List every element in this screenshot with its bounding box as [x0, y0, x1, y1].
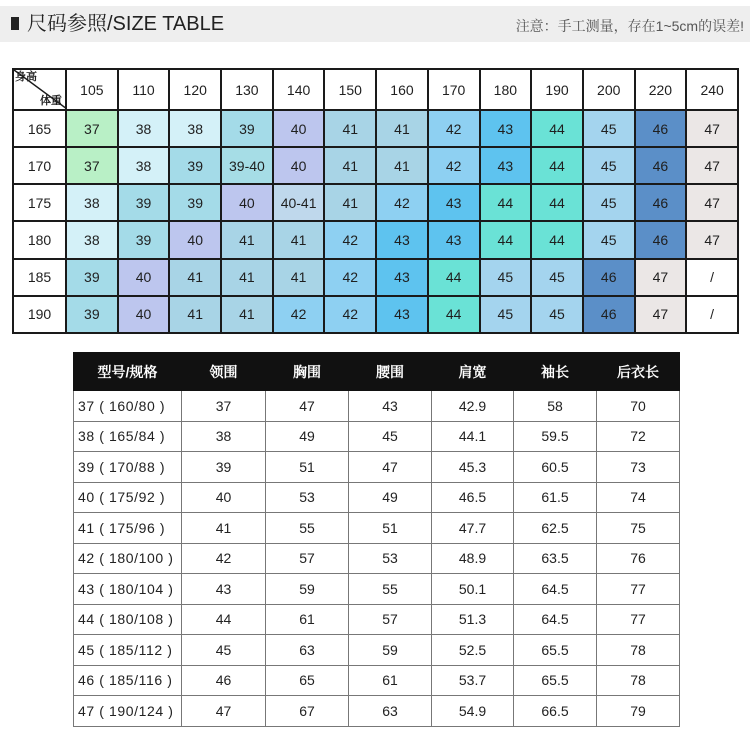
- spec-column-header: 腰围: [349, 353, 432, 391]
- measurement-cell: 53: [266, 482, 349, 513]
- measurement-cell: 50.1: [432, 574, 514, 605]
- height-header-cell: 110: [118, 69, 170, 110]
- measurement-cell: 37: [182, 391, 266, 422]
- spec-column-header: 型号/规格: [74, 353, 182, 391]
- weight-label-cell: 175: [13, 184, 66, 221]
- size-cell: 46: [635, 110, 687, 147]
- height-header-cell: 150: [324, 69, 376, 110]
- size-cell: 45: [583, 110, 635, 147]
- size-cell: 38: [118, 110, 170, 147]
- size-cell: 44: [480, 221, 532, 258]
- weight-row: [13, 259, 738, 296]
- size-cell: 40-41: [273, 184, 325, 221]
- size-cell: 43: [428, 221, 480, 258]
- size-cell: 40: [169, 221, 221, 258]
- spec-row: [74, 513, 680, 544]
- weight-row: [13, 296, 738, 333]
- measurement-cell: 78: [597, 665, 680, 696]
- spec-column-header: 领围: [182, 353, 266, 391]
- size-cell: 37: [66, 110, 118, 147]
- model-spec-cell: 46 ( 185/116 ): [74, 665, 182, 696]
- size-cell: 41: [324, 184, 376, 221]
- size-cell: 45: [583, 221, 635, 258]
- size-cell: 41: [376, 110, 428, 147]
- size-cell: 43: [376, 259, 428, 296]
- weight-row: [13, 184, 738, 221]
- height-header-cell: 170: [428, 69, 480, 110]
- size-cell: 47: [635, 296, 687, 333]
- size-cell: 43: [428, 184, 480, 221]
- spec-header-row: [74, 353, 680, 391]
- spec-row: [74, 482, 680, 513]
- size-cell: /: [686, 296, 738, 333]
- weight-label-cell: 180: [13, 221, 66, 258]
- measurement-cell: 70: [597, 391, 680, 422]
- weight-label-cell: 185: [13, 259, 66, 296]
- measurement-cell: 52.5: [432, 635, 514, 666]
- measurement-cell: 55: [349, 574, 432, 605]
- measurement-cell: 51: [349, 513, 432, 544]
- size-cell: 47: [686, 147, 738, 184]
- spec-row: [74, 452, 680, 483]
- measurement-cell: 66.5: [514, 696, 597, 727]
- size-cell: 39: [118, 184, 170, 221]
- measurement-cell: 55: [266, 513, 349, 544]
- measurement-cell: 39: [182, 452, 266, 483]
- model-spec-cell: 40 ( 175/92 ): [74, 482, 182, 513]
- measurement-cell: 63.5: [514, 543, 597, 574]
- spec-table: [73, 352, 680, 727]
- measurement-cell: 43: [182, 574, 266, 605]
- measurement-cell: 60.5: [514, 452, 597, 483]
- measurement-cell: 47.7: [432, 513, 514, 544]
- weight-row: [13, 147, 738, 184]
- weight-axis-label: 体重: [40, 95, 62, 107]
- size-cell: 39: [221, 110, 273, 147]
- size-cell: 41: [273, 259, 325, 296]
- size-cell: 39: [66, 296, 118, 333]
- size-cell: 39: [169, 184, 221, 221]
- spec-row: [74, 543, 680, 574]
- measurement-cell: 54.9: [432, 696, 514, 727]
- measurement-cell: 47: [266, 391, 349, 422]
- weight-label-cell: 190: [13, 296, 66, 333]
- measurement-cell: 77: [597, 574, 680, 605]
- size-cell: 40: [273, 110, 325, 147]
- size-cell: 45: [480, 259, 532, 296]
- measurement-cell: 43: [349, 391, 432, 422]
- measurement-cell: 63: [349, 696, 432, 727]
- weight-label-cell: 165: [13, 110, 66, 147]
- measurement-cell: 67: [266, 696, 349, 727]
- height-header-cell: 160: [376, 69, 428, 110]
- height-axis-label: 身高: [15, 71, 37, 83]
- size-cell: 41: [324, 147, 376, 184]
- measurement-cell: 59: [349, 635, 432, 666]
- page-title: 尺码参照/SIZE TABLE: [27, 13, 225, 35]
- size-cell: 42: [324, 296, 376, 333]
- height-header-cell: 180: [480, 69, 532, 110]
- measurement-cell: 63: [266, 635, 349, 666]
- weight-label-cell: 170: [13, 147, 66, 184]
- size-cell: 46: [635, 184, 687, 221]
- spec-row: [74, 635, 680, 666]
- measurement-cell: 74: [597, 482, 680, 513]
- size-cell: 41: [273, 221, 325, 258]
- spec-column-header: 胸围: [266, 353, 349, 391]
- size-cell: 39: [118, 221, 170, 258]
- size-grid: [12, 68, 739, 334]
- size-cell: 38: [66, 221, 118, 258]
- size-cell: 44: [428, 259, 480, 296]
- measurement-cell: 51: [266, 452, 349, 483]
- size-cell: 43: [376, 221, 428, 258]
- measurement-cell: 61: [266, 604, 349, 635]
- spec-row: [74, 421, 680, 452]
- size-cell: 45: [531, 296, 583, 333]
- size-cell: 41: [221, 296, 273, 333]
- height-header-cell: 140: [273, 69, 325, 110]
- measurement-cell: 79: [597, 696, 680, 727]
- size-grid-table: [12, 68, 739, 334]
- size-cell: 42: [428, 110, 480, 147]
- measurement-cell: 46: [182, 665, 266, 696]
- size-cell: 40: [118, 259, 170, 296]
- size-cell: 42: [428, 147, 480, 184]
- measurement-cell: 49: [266, 421, 349, 452]
- size-cell: 46: [635, 221, 687, 258]
- header-bar: [0, 6, 750, 42]
- measurement-cell: 42: [182, 543, 266, 574]
- model-spec-cell: 42 ( 180/100 ): [74, 543, 182, 574]
- size-cell: 42: [324, 221, 376, 258]
- size-cell: 40: [118, 296, 170, 333]
- measurement-cell: 65.5: [514, 635, 597, 666]
- measurement-cell: 58: [514, 391, 597, 422]
- size-cell: 44: [428, 296, 480, 333]
- size-cell: 43: [376, 296, 428, 333]
- measurement-cell: 44.1: [432, 421, 514, 452]
- size-cell: 44: [531, 147, 583, 184]
- spec-column-header: 后衣长: [597, 353, 680, 391]
- model-spec-cell: 44 ( 180/108 ): [74, 604, 182, 635]
- size-cell: 39-40: [221, 147, 273, 184]
- spec-row: [74, 604, 680, 635]
- size-cell: 45: [480, 296, 532, 333]
- measurement-cell: 47: [182, 696, 266, 727]
- size-cell: 47: [686, 221, 738, 258]
- measurement-cell: 78: [597, 635, 680, 666]
- model-spec-cell: 41 ( 175/96 ): [74, 513, 182, 544]
- size-cell: 40: [273, 147, 325, 184]
- spec-row: [74, 665, 680, 696]
- spec-row: [74, 391, 680, 422]
- measurement-cell: 77: [597, 604, 680, 635]
- size-cell: 39: [66, 259, 118, 296]
- size-cell: 47: [686, 184, 738, 221]
- size-cell: 38: [66, 184, 118, 221]
- measurement-cell: 57: [349, 604, 432, 635]
- size-cell: 41: [324, 110, 376, 147]
- size-cell: 38: [118, 147, 170, 184]
- size-cell: 41: [221, 259, 273, 296]
- measurement-cell: 46.5: [432, 482, 514, 513]
- measurement-cell: 53.7: [432, 665, 514, 696]
- size-cell: 43: [480, 110, 532, 147]
- size-cell: 38: [169, 110, 221, 147]
- model-spec-cell: 37 ( 160/80 ): [74, 391, 182, 422]
- size-cell: 46: [583, 259, 635, 296]
- size-cell: 41: [376, 147, 428, 184]
- size-cell: 41: [221, 221, 273, 258]
- model-spec-cell: 45 ( 185/112 ): [74, 635, 182, 666]
- measurement-cell: 64.5: [514, 604, 597, 635]
- measurement-cell: 59: [266, 574, 349, 605]
- size-cell: 44: [531, 110, 583, 147]
- height-header-cell: 105: [66, 69, 118, 110]
- size-cell: 42: [324, 259, 376, 296]
- measurement-cell: 61.5: [514, 482, 597, 513]
- height-header-cell: 130: [221, 69, 273, 110]
- weight-row: [13, 221, 738, 258]
- model-spec-cell: 47 ( 190/124 ): [74, 696, 182, 727]
- model-spec-cell: 39 ( 170/88 ): [74, 452, 182, 483]
- measurement-cell: 48.9: [432, 543, 514, 574]
- measurement-cell: 41: [182, 513, 266, 544]
- height-header-cell: 190: [531, 69, 583, 110]
- measurement-cell: 64.5: [514, 574, 597, 605]
- measurement-cell: 45: [182, 635, 266, 666]
- measurement-cell: 61: [349, 665, 432, 696]
- square-bullet-icon: [11, 17, 19, 30]
- size-cell: 47: [686, 110, 738, 147]
- spec-row: [74, 696, 680, 727]
- spec-column-header: 袖长: [514, 353, 597, 391]
- measurement-cell: 72: [597, 421, 680, 452]
- measurement-cell: 76: [597, 543, 680, 574]
- spec-column-header: 肩宽: [432, 353, 514, 391]
- size-cell: 44: [531, 221, 583, 258]
- height-header-cell: 220: [635, 69, 687, 110]
- size-cell: 41: [169, 259, 221, 296]
- size-cell: 42: [273, 296, 325, 333]
- height-header-row: [13, 69, 738, 110]
- grid-corner-cell: [13, 69, 66, 110]
- measurement-cell: 40: [182, 482, 266, 513]
- measurement-cell: 73: [597, 452, 680, 483]
- measurement-cell: 44: [182, 604, 266, 635]
- size-cell: 45: [583, 184, 635, 221]
- size-cell: 45: [531, 259, 583, 296]
- measurement-cell: 38: [182, 421, 266, 452]
- measurement-cell: 75: [597, 513, 680, 544]
- size-cell: 47: [635, 259, 687, 296]
- size-cell: 46: [635, 147, 687, 184]
- size-cell: 46: [583, 296, 635, 333]
- model-spec-cell: 43 ( 180/104 ): [74, 574, 182, 605]
- height-header-cell: 200: [583, 69, 635, 110]
- measurement-cell: 62.5: [514, 513, 597, 544]
- height-header-cell: 120: [169, 69, 221, 110]
- size-cell: 45: [583, 147, 635, 184]
- measurement-cell: 45.3: [432, 452, 514, 483]
- size-cell: 37: [66, 147, 118, 184]
- height-header-cell: 240: [686, 69, 738, 110]
- size-cell: 43: [480, 147, 532, 184]
- size-cell: 41: [169, 296, 221, 333]
- measurement-cell: 47: [349, 452, 432, 483]
- model-spec-cell: 38 ( 165/84 ): [74, 421, 182, 452]
- measurement-cell: 65: [266, 665, 349, 696]
- measurement-cell: 49: [349, 482, 432, 513]
- measurement-cell: 42.9: [432, 391, 514, 422]
- spec-row: [74, 574, 680, 605]
- size-cell: 44: [480, 184, 532, 221]
- measurement-cell: 53: [349, 543, 432, 574]
- measurement-cell: 51.3: [432, 604, 514, 635]
- measurement-cell: 65.5: [514, 665, 597, 696]
- size-cell: 44: [531, 184, 583, 221]
- measurement-cell: 59.5: [514, 421, 597, 452]
- size-cell: 39: [169, 147, 221, 184]
- size-cell: 42: [376, 184, 428, 221]
- measurement-spec-table: [73, 352, 679, 732]
- weight-row: [13, 110, 738, 147]
- measurement-note: 注意：手工测量，存在1~5cm的误差!: [515, 18, 744, 34]
- size-cell: 40: [221, 184, 273, 221]
- size-cell: /: [686, 259, 738, 296]
- measurement-cell: 57: [266, 543, 349, 574]
- measurement-cell: 45: [349, 421, 432, 452]
